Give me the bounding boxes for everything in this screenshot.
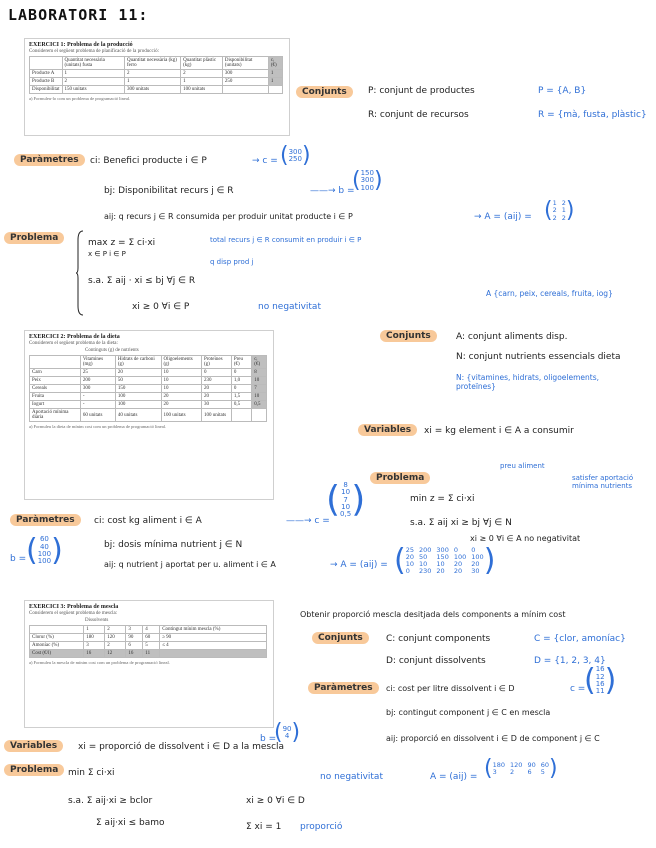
variables-tag: Variables [358, 424, 417, 436]
table-row: Cost (€/l) 16 12 16 11 [30, 650, 267, 658]
param-disponibilitat: bj: Disponibilitat recurs j ∈ R [104, 186, 234, 196]
table-row: Clorur (%) 180 120 90 60 ≥ 90 [30, 634, 267, 642]
matrix-a-2: ( 25 200 300 0 0 20 50 150 100 100 10 10 10 20 20 0 230 20 20 30 ) [394, 543, 496, 578]
annotation-satisfer: satisfer aportació mínima nutrients [572, 474, 634, 491]
brace-icon [76, 230, 84, 316]
conjunt-nutrients-set: N: {vitamines, hidrats, oligoelements, proteïnes} [456, 373, 600, 391]
exercise-2-question: a) Formuleu la dieta de mínim cost com un problema de programació lineal. [29, 424, 167, 429]
conjunt-components: C: conjunt components [386, 634, 491, 644]
param-aportacio: aij: q nutrient j aportat per u. aliment i ∈ A [104, 560, 276, 569]
exercise-1-table: Quantitat necessària (unitats) fusta Quantitat necessària (kg) ferro Quantitat plàstic (kg) Disponibilitat (unitats) cᵢ (€) Producte A 1 2 2 300 1 Producte B 2 1 1 250 1 Disponibilitat 150 unitats 300 unitats 100 unitats [29, 56, 283, 94]
nonneg-note-3: no negativitat [320, 772, 383, 782]
param-dosis: bj: dosis mínima nutrient j ∈ N [104, 540, 243, 550]
table-row: Carn 25 20 10 0 0 8 [30, 369, 267, 377]
constraint-3a: s.a. Σ aij·xi ≥ bclor [68, 796, 153, 806]
parametres-tag: Paràmetres [14, 154, 85, 166]
conjunts-tag-3: Conjunts [312, 632, 369, 644]
exercise-2-heading: EXERCICI 2: Problema de la dieta [29, 334, 120, 340]
nonneg-1: xi ≥ 0 ∀i ∈ P [132, 302, 190, 312]
parametres-tag-2: Paràmetres [10, 514, 81, 526]
vector-c-3: ( 16 12 16 11 ) [584, 663, 617, 698]
conjunt-nutrients: N: conjunt nutrients essencials dieta [456, 352, 621, 362]
annotation-preu: preu aliment [500, 462, 545, 470]
vector-b-2: ( 60 40 100 100 ) [26, 533, 63, 568]
vector-b: ( 150 300 100 ) [352, 168, 383, 194]
exercise-3-question: a) Formuleu la mescla de mínim cost com un problema de programació lineal. [29, 660, 170, 665]
objectiu-mescla: Obtenir proporció mescla desitjada dels components a mínim cost [300, 610, 566, 619]
exercise-2-box: EXERCICI 2: Problema de la dieta Considerem el següent problema de la dieta: Continguts (g) de nutrients Vitamines (mg) Hidrats de carboni (g) Oligoelements (g) Proteïnes (g) Preu (€) cᵢ (€) Carn 25 20 10 0 0 8 Peix 200 50 10 230 1,0 10 Cereals 300 150 10 20 0 7 Fruita - 100 20 20 1,5 10 Iogurt - 100 20 30 0,5 0,5 Aportació mínima diària 60 unitats 40 unitats 100 unitats 100 unitats a) Formuleu la dieta de mínim cost com un problema de programació lineal. [24, 330, 274, 500]
conjunt-components-set: C = {clor, amoníac} [534, 634, 626, 644]
exercise-3-table: 1 2 3 4 Contingut mínim mescla (%) Clorur (%) 180 120 90 60 ≥ 90 Amoníac (%) 3 2 6 5 ≤ 4 Cost (€/l) 16 12 16 11 [29, 625, 267, 658]
conjunt-recursos-set: R = {mà, fusta, plàstic} [538, 110, 647, 120]
conjunts-tag: Conjunts [296, 86, 353, 98]
exercise-1-description: Considerem el següent problema de planificació de la producció: [29, 49, 159, 54]
param-consum: aij: q recurs j ∈ R consumida per produir unitat producte i ∈ P [104, 212, 353, 221]
problema-tag: Problema [4, 232, 64, 244]
param-cost-aliment: ci: cost kg aliment i ∈ A [94, 516, 202, 526]
table-row: Amoníac (%) 3 2 6 5 ≤ 4 [30, 642, 267, 650]
exercise-2-table: Vitamines (mg) Hidrats de carboni (g) Oligoelements (g) Proteïnes (g) Preu (€) cᵢ (€) Carn 25 20 10 0 0 8 Peix 200 50 10 230 1,0 10 Cereals 300 150 10 20 0 7 Fruita - 100 20 20 1,5 10 Iogurt - 100 20 30 0,5 0,5 Aportació mínima diària 60 unitats 40 unitats 100 unitats 100 unitats [29, 355, 267, 422]
conjunt-dissolvents-set: D = {1, 2, 3, 4} [534, 656, 606, 666]
conjunt-aliments-set: A {carn, peix, cereals, fruita, iog} [486, 289, 613, 298]
vector-b-3: ( 90 4 ) [274, 720, 301, 745]
table-row: Aportació mínima diària 60 unitats 40 unitats 100 unitats 100 unitats [30, 409, 267, 422]
nonneg-2: xi ≥ 0 ∀i ∈ A no negativitat [470, 534, 581, 543]
nonneg-3: xi ≥ 0 ∀i ∈ D [246, 796, 305, 806]
exercise-1-box [24, 38, 290, 136]
sum-constraint: Σ xi = 1 [246, 822, 282, 832]
constraint-2: s.a. Σ aij xi ≥ bj ∀j ∈ N [410, 518, 512, 528]
objective-2: min z = Σ ci·xi [410, 494, 475, 504]
table-row: Fruita - 100 20 20 1,5 10 [30, 393, 267, 401]
exercise-3-description: Considerem el següent problema de mescla: [29, 611, 118, 616]
matrix-a-3: ( 180 120 90 60 3 2 6 5 ) [484, 756, 558, 781]
table-row: Producte A 1 2 2 300 1 [30, 70, 283, 78]
annotation-total-recurs: total recurs j ∈ R consumit en produir i ∈ P [210, 236, 362, 244]
constraint-3b: Σ aij·xi ≤ bamo [96, 818, 165, 828]
page-title: LABORATORI 11: [8, 6, 149, 24]
objective-1: max z = Σ ci·xi [88, 238, 156, 248]
problema-tag-2: Problema [370, 472, 430, 484]
conjunt-recursos: R: conjunt de recursos [368, 110, 469, 120]
conjunt-aliments: A: conjunt aliments disp. [456, 332, 568, 342]
table-row: Cereals 300 150 10 20 0 7 [30, 385, 267, 393]
exercise-3-box: EXERCICI 3: Problema de mescla Considerem el següent problema de mescla: Dissolvents 1 2 3 4 Contingut mínim mescla (%) Clorur (%) 180 120 90 60 ≥ 90 Amoníac (%) 3 2 6 5 ≤ 4 Cost (€/l) 16 12 16 11 a) Formuleu la mescla de mínim cost com un problema de programació lineal. [24, 600, 274, 728]
exercise-2-description: Considerem el següent problema de la dieta: [29, 341, 118, 346]
conjunt-dissolvents: D: conjunt dissolvents [386, 656, 486, 666]
variables-tag-3: Variables [4, 740, 63, 752]
parametres-tag-3: Paràmetres [308, 682, 379, 694]
problema-tag-3: Problema [4, 764, 64, 776]
sum-note: proporció [300, 822, 343, 832]
matrix-a: ( 1 2 2 1 2 2 ) [544, 198, 575, 223]
vector-c: ( 300 250 ) [280, 143, 311, 168]
annotation-disp: q disp prod j [210, 258, 254, 266]
param-proporcio: aij: proporció en dissolvent i ∈ D de component j ∈ C [386, 734, 600, 743]
table-row: Iogurt - 100 20 30 0,5 0,5 [30, 401, 267, 409]
conjunt-productes-set: P = {A, B} [538, 86, 587, 96]
param-contingut: bj: contingut component j ∈ C en mescla [386, 708, 551, 717]
variable-x-3: xi = proporció de dissolvent i ∈ D a la mescla [78, 742, 285, 752]
vector-c-2: ( 8 10 7 10 0,5 ) [326, 479, 366, 521]
exercise-1-heading: EXERCICI 1: Problema de la producció [29, 42, 133, 48]
objective-3: min Σ ci·xi [68, 768, 115, 778]
exercise-1-question: a) Formuleu-lo com un problema de programació lineal. [29, 96, 131, 101]
nonneg-note-1: no negativitat [258, 302, 321, 312]
table-row: Disponibilitat 150 unitats 300 unitats 100 unitats [30, 86, 283, 94]
table-row: Producte B 2 1 1 250 1 [30, 78, 283, 86]
table-row: Peix 200 50 10 230 1,0 10 [30, 377, 267, 385]
conjunt-productes: P: conjunt de productes [368, 86, 475, 96]
param-benefici: ci: Benefici producte i ∈ P [90, 156, 207, 166]
conjunts-tag-2: Conjunts [380, 330, 437, 342]
param-cost-litre: ci: cost per litre dissolvent i ∈ D [386, 684, 515, 693]
variable-x: xi = kg element i ∈ A a consumir [424, 426, 574, 436]
exercise-3-heading: EXERCICI 3: Problema de mescla [29, 604, 119, 610]
constraint-1: s.a. Σ aij · xi ≤ bj ∀j ∈ R [88, 276, 196, 286]
